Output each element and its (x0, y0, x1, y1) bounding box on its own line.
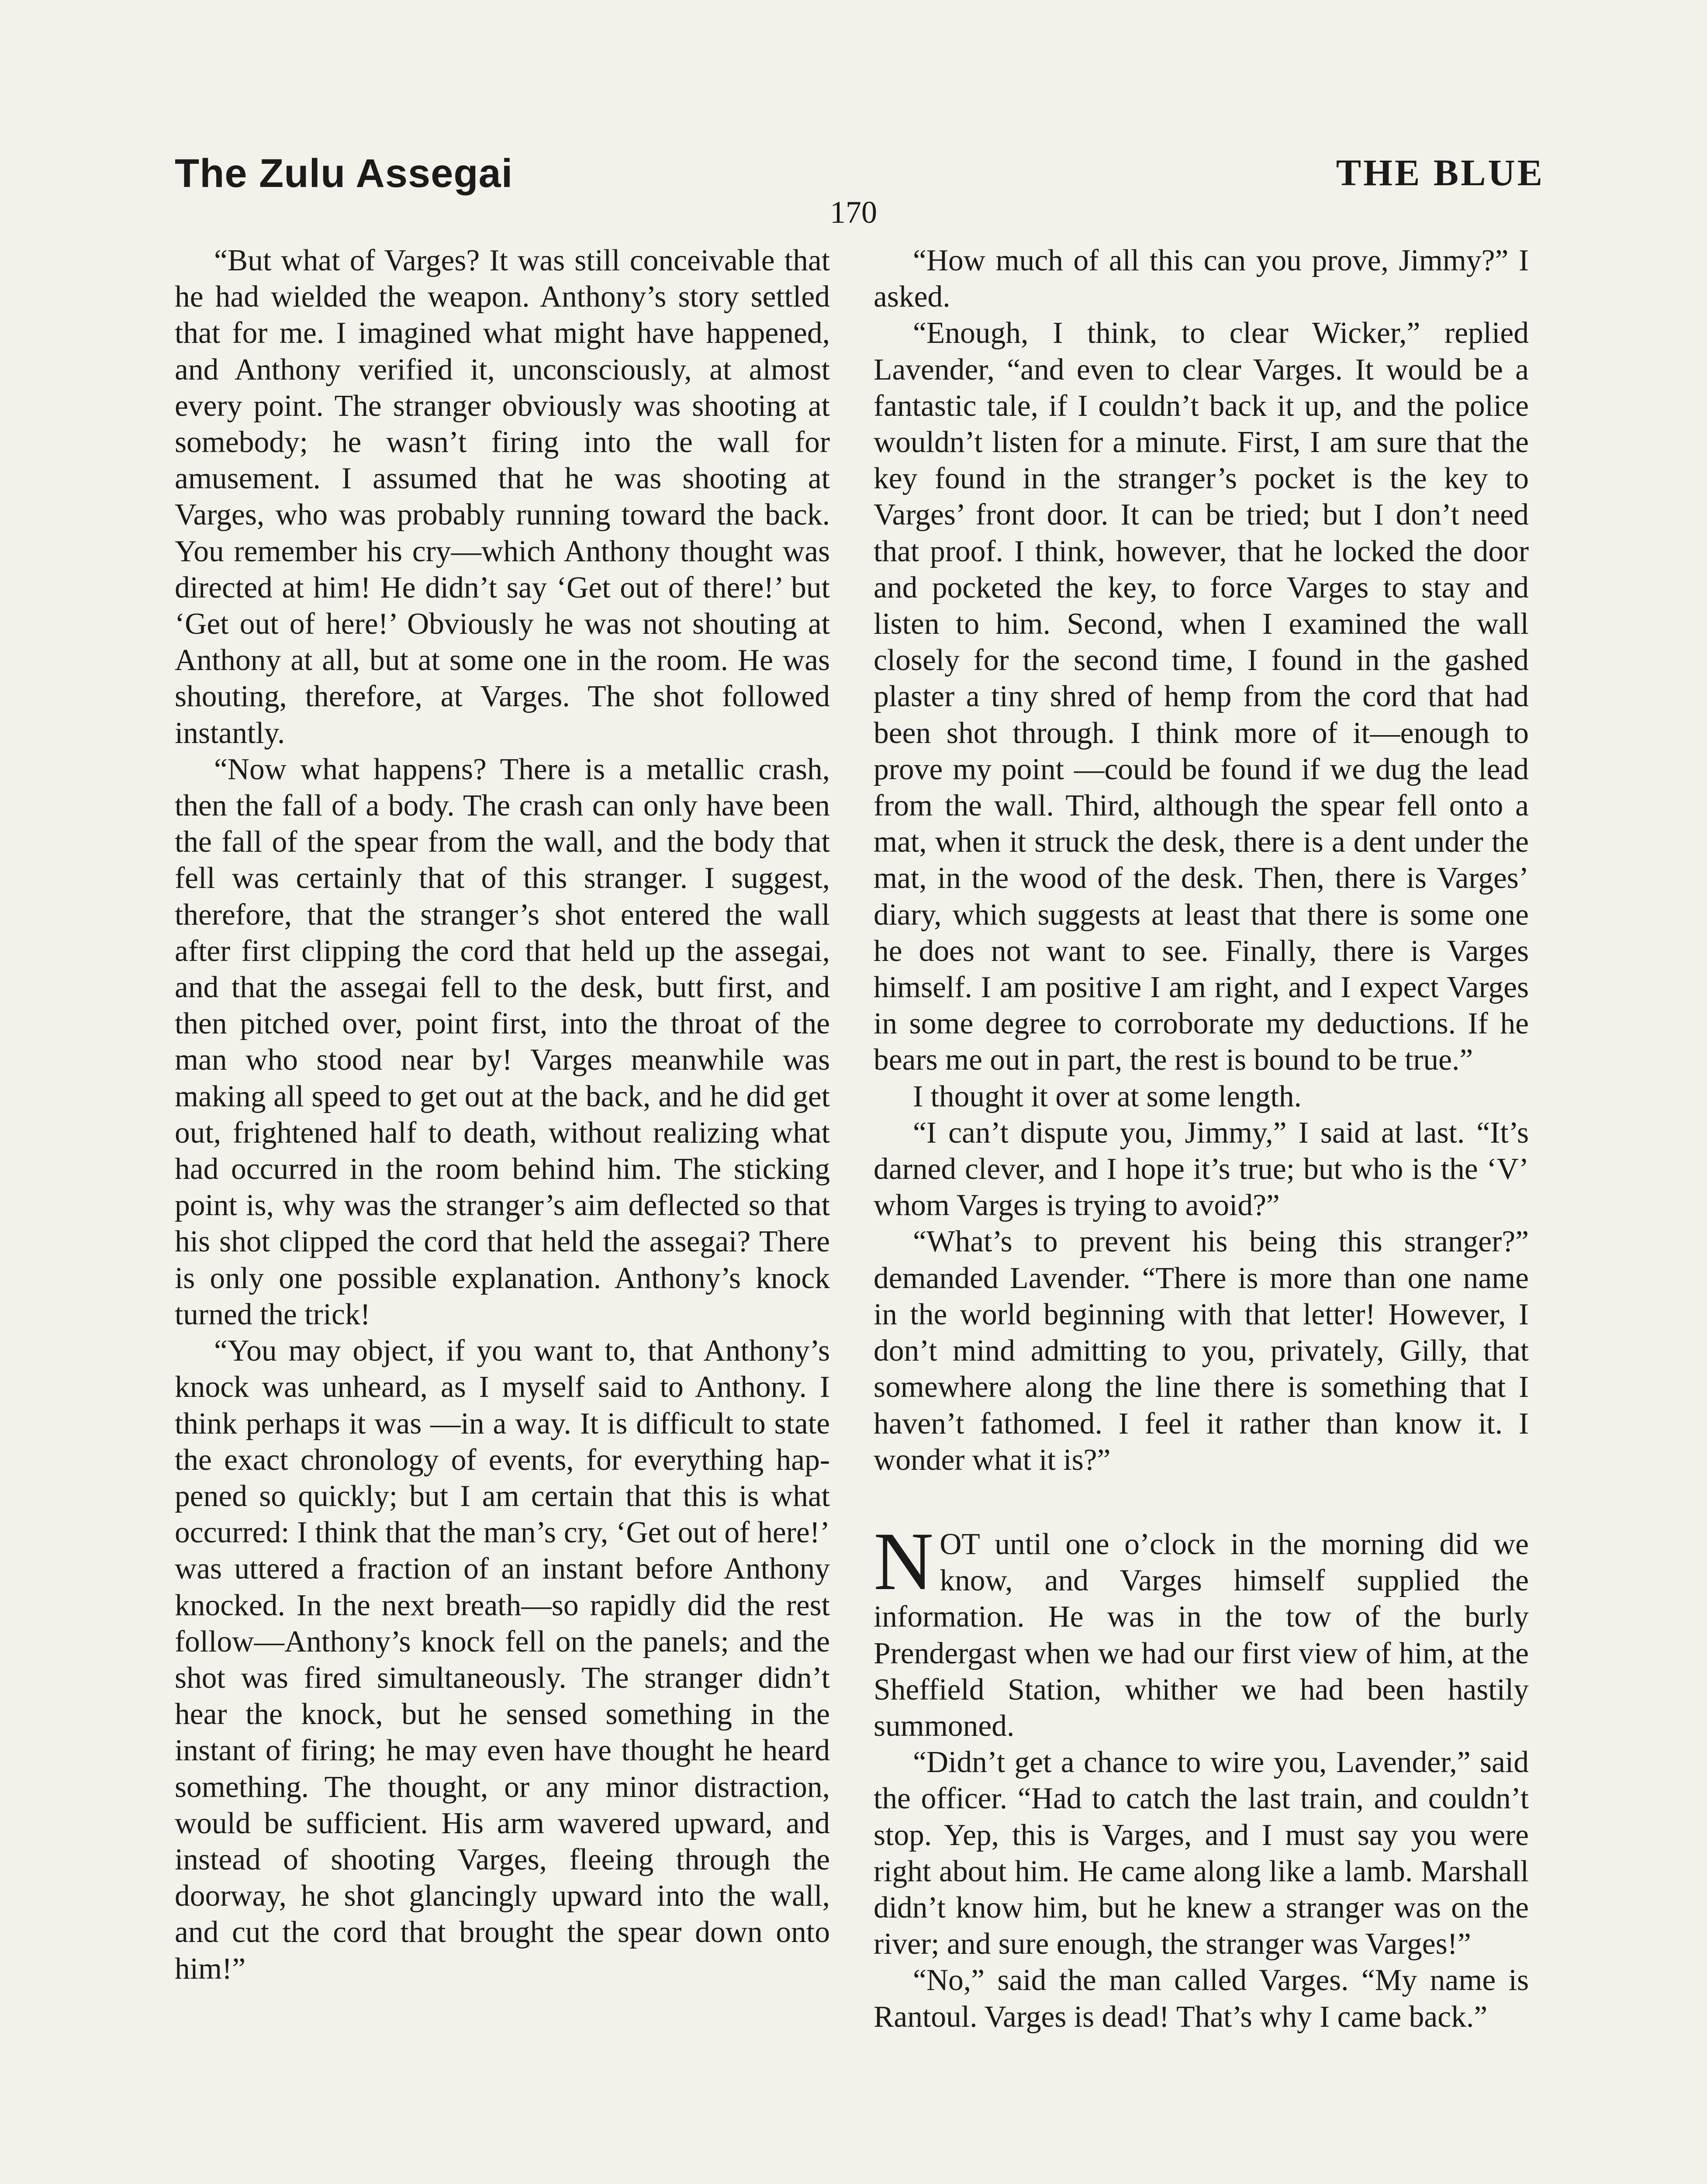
paragraph: “Didn’t get a chance to wire you, Lavender,” said the officer. “Had to catch the last train, and couldn’t stop. Yep, this is Varges, and I must say you were right about him. He came along like a lamb. Marshall didn’t know him, but he knew a stranger was on the river; and sure enough, the stranger was Varges!” (874, 1745, 1529, 1961)
section-gap (874, 1478, 1529, 1526)
section-lead-paragraph (874, 1515, 1529, 1744)
drop-cap: N (874, 1515, 934, 1607)
paragraph: “You may object, if you want to, that Anthony’s knock was unheard, as I myself said to Anthony. I think perhaps it was —in a way. It is difficult to state the exact chronology of events, for everything happened so quickly; but I am certain that this is what occurred: I think that the man’s cry, ‘Get out of here!’ was uttered a fraction of an instant before Anthony knocked. In the next breath—so rapidly did the rest follow—Anthony’s knock fell on the panels; and the shot was fired simultaneously. The stranger didn’t hear the knock, but he sensed something in the instant of firing; he may even have thought he heard something. The thought, or any minor distraction, would be sufficient. His arm wavered upward, and instead of shooting Varges, fleeing through the doorway, he shot glancingly upward into the wall, and cut the cord that brought the spear down onto him!” (175, 1334, 830, 1986)
paragraph: “But what of Varges? It was still conceivable that he had wielded the weapon. Anthony’s story settled that for me. I imagined what might have happened, and Anthony verified it, unconsciously, at almost every point. The stranger obviously was shooting at somebody; he wasn’t firing into the wall for amusement. I assumed that he was shooting at Varges, who was probably running toward the back. You remember his cry—which Anthony thought was directed at him! He didn’t say ‘Get out of there!’ but ‘Get out of here!’ Obviously he was not shouting at Anthony at all, but at some one in the room. He was shouting, therefore, at Varges. The shot followed instantly. (175, 244, 830, 750)
paragraph: “Enough, I think, to clear Wicker,” replied Lavender, “and even to clear Varges. It would be a fantastic tale, if I couldn’t back it up, and the police wouldn’t listen for a minute. First, I am sure that the key found in the stranger’s pocket is the key to Varges’ front door. It can be tried; but I don’t need that proof. I think, however, that he locked the door and pocketed the key, to force Varges to stay and listen to him. Second, when I examined the wall closely for the second time, I found in the gashed plaster a tiny shred of hemp from the cord that had been shot through. I think more of it—enough to prove my point —could be found if we dug the lead from the wall. Third, although the spear fell onto a mat, when it struck the desk, there is a dent under the mat, in the wood of the desk. Then, there is Varges’ diary, which suggests at least that there is some one he does not want to see. Finally, there is Varges himself. I am positive I am right, and I expect Varges in some degree to corroborate my deductions. If he bears me out in part, the rest is bound to be true.” (874, 316, 1529, 1077)
section-lead-text: OT until one o’clock in the morning did we know, and Varges himself supplied the information. He was in the tow of the burly Prendergast when we had our first view of him, at the Sheffield Station, whither we had been hastily summoned. (874, 1527, 1529, 1743)
left-column (175, 242, 830, 1987)
story-title: The Zulu Assegai (175, 151, 513, 196)
magazine-title: THE BLUE (1336, 152, 1545, 194)
paragraph: I thought it over at some length. (913, 1079, 1302, 1113)
paragraph: “No,” said the man called Varges. “My name is Rantoul. Varges is dead! That’s why I came back.” (874, 1963, 1529, 2034)
paragraph: “I can’t dispute you, Jimmy,” I said at last. “It’s darned clever, and I hope it’s true; but who is the ‘V’ whom Varges is trying to avoid?” (874, 1116, 1529, 1223)
paragraph: “How much of all this can you prove, Jimmy?” I asked. (874, 244, 1529, 314)
right-column (874, 242, 1529, 2035)
paragraph: “Now what happens? There is a metallic crash, then the fall of a body. The crash can only have been the fall of the spear from the wall, and the body that fell was certainly that of this stranger. I suggest, therefore, that the stranger’s shot entered the wall after first clipping the cord that held up the assegai, and that the assegai fell to the desk, butt first, and then pitched over, point first, into the throat of the man who stood near by! Varges meanwhile was making all speed to get out at the back, and he did get out, frightened half to death, without realizing what had occurred in the room behind him. The sticking point is, why was the stranger’s aim deflected so that his shot clipped the cord that held the assegai? There is only one possible explanation. Anthony’s knock turned the trick! (175, 752, 830, 1331)
page-number: 170 (830, 195, 877, 230)
paragraph: “What’s to prevent his being this stranger?” demanded Lavender. “There is more than one name in the world beginning with that letter! However, I don’t mind admitting to you, privately, Gilly, that somewhere along the line there is something that I haven’t fathomed. I feel it rather than know it. I wonder what it is?” (874, 1225, 1529, 1477)
